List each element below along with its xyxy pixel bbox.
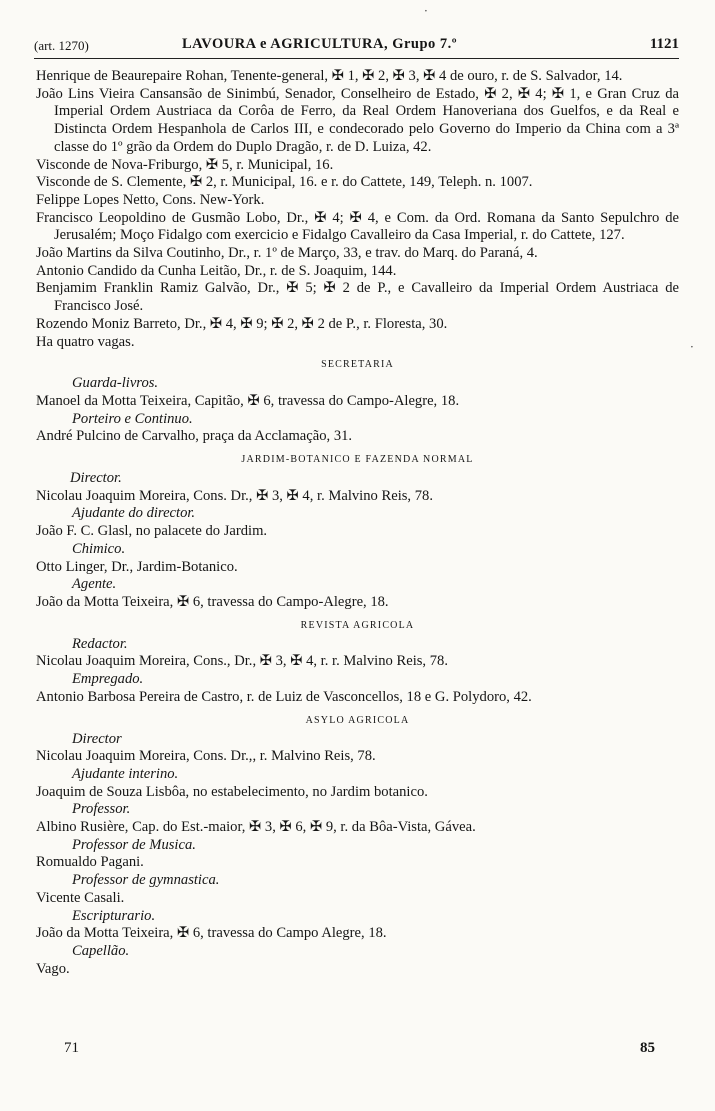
role-label: Empregado. (72, 671, 144, 688)
footer-signature-left: 71 (64, 1040, 79, 1056)
section-title: LAVOURA e AGRICULTURA, Grupo 7.º (182, 36, 458, 52)
role-label: Chimico. (72, 540, 126, 557)
ink-speck-icon: · (690, 340, 694, 354)
role-label: Professor. (72, 801, 131, 818)
role-label: Ajudante interino. (72, 765, 179, 782)
list-item: Benjamim Franklin Ramiz Galvão, Dr., ✠ 5; ✠ 2 de P., e Cavalleiro da Imperial Ordem Austriaca de Francisco José. (36, 280, 679, 315)
footer-signature-right: 85 (640, 1040, 655, 1056)
list-item: Antonio Barbosa Pereira de Castro, r. de Luiz de Vasconcellos, 18 e G. Polydoro, 42. (36, 688, 532, 705)
list-item: Rozendo Moniz Barreto, Dr., ✠ 4, ✠ 9; ✠ 2, ✠ 2 de P., r. Floresta, 30. (36, 315, 448, 332)
list-item: Nicolau Joaquim Moreira, Cons. Dr., ✠ 3, ✠ 4, r. Malvino Reis, 78. (36, 487, 433, 504)
section-heading-revista-agricola: REVISTA AGRICOLA (300, 619, 415, 631)
vacancy-note: Ha quatro vagas. (36, 333, 135, 350)
list-item: Vago. (36, 960, 70, 977)
role-label: Guarda-livros. (72, 375, 159, 392)
article-reference: (art. 1270) (34, 38, 89, 53)
list-item: Henrique de Beaurepaire Rohan, Tenente-general, ✠ 1, ✠ 2, ✠ 3, ✠ 4 de ouro, r. de S. Salvador, 14. (36, 68, 623, 84)
role-label: Director. (70, 470, 122, 487)
role-label: Redactor. (72, 635, 128, 652)
list-item: Felippe Lopes Netto, Cons. New-York. (36, 191, 265, 208)
role-label: Professor de Musica. (72, 836, 196, 853)
list-item: Visconde de S. Clemente, ✠ 2, r. Municipal, 16. e r. do Cattete, 149, Teleph. n. 1007. (36, 174, 533, 191)
list-item: João Martins da Silva Coutinho, Dr., r. 1º de Março, 33, e trav. do Marq. do Paraná, 4. (36, 245, 538, 262)
list-item: João Lins Vieira Cansansão de Sinimbú, Senador, Conselheiro de Estado, ✠ 2, ✠ 4; ✠ 1, e Gran Cruz da Imperial Ordem Austriaca da Corôa de Ferro, da Real Ordem Hanoveriana dos Guelfos, e da Real e Distincta Ordem Hespanhola de Carlos III, e condecorado pelo Governo do Imperio da China com a 3ª classe do 1º grão da Ordem do Duplo Dragão, r. de D. Luiza, 42. (36, 85, 679, 155)
list-item: João da Motta Teixeira, ✠ 6, travessa do Campo Alegre, 18. (36, 925, 387, 942)
list-item: Joaquim de Souza Lisbôa, no estabelecimento, no Jardim botanico. (36, 783, 428, 800)
list-item: Romualdo Pagani. (36, 854, 144, 871)
role-label: Agente. (72, 576, 117, 593)
section-heading-secretaria: SECRETARIA (321, 359, 394, 371)
list-item: Otto Linger, Dr., Jardim-Botanico. (36, 558, 238, 575)
role-label: Ajudante do director. (72, 505, 196, 522)
ink-speck-icon: · (424, 4, 428, 18)
list-item: André Pulcino de Carvalho, praça da Acclamação, 31. (36, 428, 353, 445)
role-label: Porteiro e Continuo. (72, 410, 193, 427)
list-item: Vicente Casali. (36, 889, 125, 906)
list-item: Nicolau Joaquim Moreira, Cons., Dr., ✠ 3, ✠ 4, r. r. Malvino Reis, 78. (36, 653, 448, 670)
list-item: Visconde de Nova-Friburgo, ✠ 5, r. Municipal, 16. (36, 156, 334, 173)
list-item: Manoel da Motta Teixeira, Capitão, ✠ 6, travessa do Campo-Alegre, 18. (36, 392, 460, 409)
role-label: Escripturario. (72, 907, 156, 924)
list-item: Nicolau Joaquim Moreira, Cons. Dr.,, r. Malvino Reis, 78. (36, 748, 376, 765)
list-item: João F. C. Glasl, no palacete do Jardim. (36, 523, 268, 540)
section-heading-jardim-botanico: JARDIM-BOTANICO E FAZENDA NORMAL (241, 454, 474, 466)
role-label: Capellão. (72, 942, 130, 959)
list-item: Antonio Candido da Cunha Leitão, Dr., r. de S. Joaquim, 144. (36, 262, 397, 279)
section-heading-asylo-agricola: ASYLO AGRICOLA (305, 714, 410, 726)
page-number: 1121 (649, 36, 679, 52)
page-body (36, 68, 679, 978)
list-item: Albino Rusière, Cap. do Est.-maior, ✠ 3, ✠ 6, ✠ 9, r. da Bôa-Vista, Gávea. (36, 819, 476, 836)
running-header (34, 36, 679, 59)
list-item: João da Motta Teixeira, ✠ 6, travessa do Campo-Alegre, 18. (36, 593, 389, 610)
role-label: Director (72, 730, 122, 747)
role-label: Professor de gymnastica. (72, 872, 220, 889)
list-item: Francisco Leopoldino de Gusmão Lobo, Dr., ✠ 4; ✠ 4, e Com. da Ord. Romana da Santo Sepulchro de Jerusalém; Moço Fidalgo com exercicio e Fidalgo Cavalleiro da Casa Imperial, r. do Cattete, 127. (36, 209, 679, 244)
